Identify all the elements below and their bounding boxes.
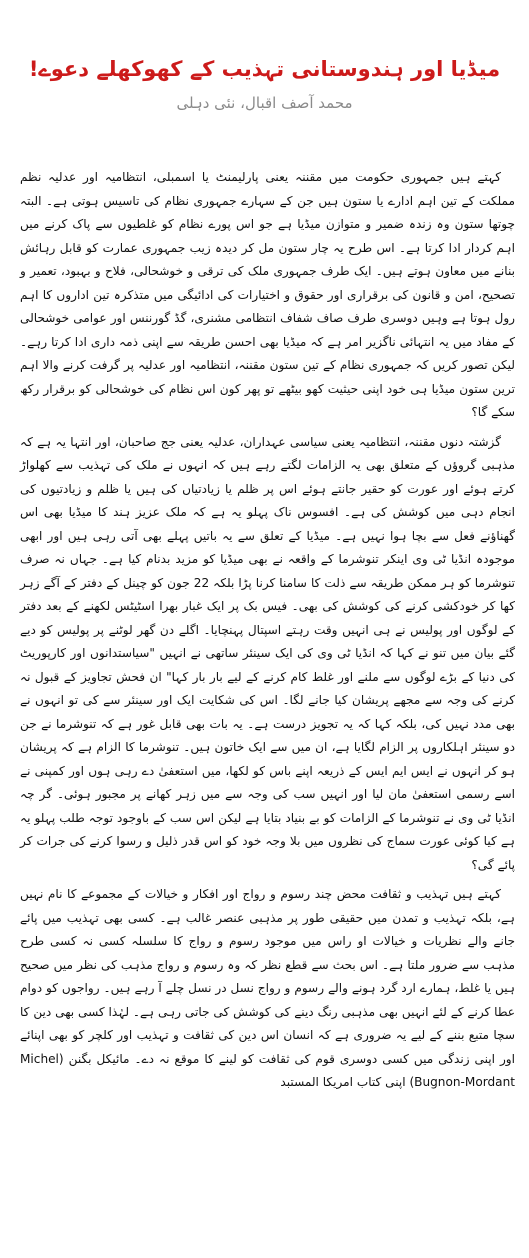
article-paragraph: کہتے ہیں جمہوری حکومت میں مقننہ یعنی پارلیمنٹ یا اسمبلی، انتظامیہ اور عدلیہ نظم مملکت کے تین اہم ادارے یا ستون ہیں جن کے سہارے جمہوری نظام کی تاسیس ہوتی ہے۔ البتہ چوتھا ستون وہ زندہ ضمیر و متوازن میڈیا ہے جو اس پورے نظام کو غلطیوں سے پاک کرنے میں اہم کردار ادا کرتا ہے۔ اس طرح یہ چار ستون مل کر دیدہ زیب جمہوری عمارت کو قابل رہائش بنانے میں معاون ہوتے ہیں۔ ایک طرف جمہوری ملک کی ترقی و خوشحالی، فلاح و بہبود، تعمیر و تصحیح، امن و قانون کی برقراری اور حقوق و اختیارات کی ادائیگی میں متذکرہ تین اداروں کا اہم رول ہوتا ہے وہیں دوسری طرف صاف شفاف انتظامی مشنری، گڈ گورننس اور عوامی خوشحالی کے مفاد میں یہ انتہائی ناگزیر امر ہے کہ میڈیا بھی احسن طریقہ سے اپنی ذمہ داری ادا کرتا رہے۔ لیکن تصور کریں کہ جمہوری نظام کے تین ستون مقننہ، انتظامیہ اور عدلیہ پر گرفت کرنے والا اہم ترین ستون میڈیا ہی خود اپنی حیثیت کھو بیٹھے تو پھر کون اس نظام کی خوشحالی کو برقرار رکھ سکے گا؟	[20, 170, 515, 419]
article-body	[20, 166, 515, 1101]
article-paragraph: کہتے ہیں تہذیب و ثقافت محض چند رسوم و رواج اور افکار و خیالات کے مجموعے کا نام نہیں ہے، بلکہ تہذیب و تمدن میں حقیقی طور پر مذہبی عنصر غالب ہے۔ کسی بھی تہذیب میں پائے جانے والے نظریات و خیالات او راس میں موجود رسوم و رواج کا سلسلہ کسی نہ کسی طرح مذہب سے ضرور ملتا ہے۔ اس بحث سے قطع نظر کہ وہ رسوم و رواج مذہب کی نظر میں صحیح ہیں یا غلط، ہمارے ارد گرد ہونے والے رسوم و رواج نسل در نسل چلے آ رہے ہیں۔ رواجوں کو دوام عطا کرنے کے لئے انہیں بھی مذہبی رنگ دینے کی کوشش کی جاتی رہی ہے۔ لہٰذا کسی بھی دین کا سچا متبع بننے کے لیے یہ ضروری ہے کہ انسان اس دین کی ثقافت و تہذیب اور کلچر کو بھی اپنائے اور اپنی زندگی میں کسی دوسری قوم کی ثقافت کو لینے کا موقع نہ دے۔ مائیکل بگنن (Michel Bugnon-Mordant) اپنی کتاب امریکا المستبد	[20, 887, 515, 1089]
article-paragraph: گزشتہ دنوں مقننہ، انتظامیہ یعنی سیاسی عہداران، عدلیہ یعنی جج صاحبان، اور انتہا یہ ہے کہ مذہبی گروؤں کے متعلق بھی یہ الزامات لگتے رہے ہیں کہ انہوں نے ملک کی تہذیب سے کھلواڑ کرتے ہوئے اور عورت کو حقیر جانتے ہوئے اس پر ظلم یا زیادتیاں کی ہیں یا ظلم و زیادتیوں کی انجام دہی میں کوشش کی ہے۔ افسوس ناک پہلو یہ ہے کہ ملک عزیز ہند کا میڈیا بھی اس گھناؤنے فعل سے بچا ہوا نہیں ہے۔ میڈیا کے تعلق سے یہ باتیں پہلے بھی آتی رہی ہیں اور ابھی موجودہ انڈیا ٹی وی اینکر تنوشرما کے واقعہ نے بھی میڈیا کو مزید بدنام کیا ہے۔ جہاں نہ صرف تنوشرما کو ہر ممکن طریقہ سے ذلت کا سامنا کرنا پڑا بلکہ 22 جون کو چینل کے دفتر کے آگے زہر کھا کر خودکشی کرنے کی کوشش کی بھی۔ فیس بک پر ایک غبار بھرا اسٹیٹس لکھنے کے بعد دفتر کے لوگوں اور پولیس نے ہی انہیں وقت رہتے اسپتال پہنچایا۔ اگلے دن گھر لوٹنے پر پولیس کو دیے گئے بیان میں تنو نے کہا کہ انڈیا ٹی وی کی ایک سینئر ساتھی نے انہیں "سیاستدانوں اور کارپوریٹ کی دنیا کے بڑے لوگوں سے ملنے اور غلط کام کرنے کے لیے بار بار کہا" ان فحش تجاویز کے قبول نہ کرنے کی وجہ سے مجھے پریشان کیا جانے لگا۔ اس کی شکایت ایک اور سینئر سے کی تو انہوں نے بھی مدد نہیں کی، بلکہ کہا کہ یہ تجویز درست ہے۔ یہ بات بھی قابل غور ہے کہ تنوشرما نے جن دو سینئر اہلکاروں پر الزام لگایا ہے، ان میں سے ایک خاتون ہیں۔ تنوشرما کا الزام ہے کہ پریشان ہو کر انہوں نے ایس ایم ایس کے ذریعہ اپنے باس کو لکھا، میں استعفیٰ دے رہی ہوں اور کمپنی نے اسے رسمی استعفیٰ مان لیا اور انہیں سب کی وجہ سے میں زہر کھانے پر مجبور ہوئی۔ گر چہ انڈیا ٹی وی نے تنوشرما کے الزامات کو بے بنیاد بتایا ہے لیکن اس سب کے باوجود توجہ طلب پہلو یہ ہے کیا کوئی عورت سماج کی نظروں میں بلا وجہ خود کو اس قدر ذلیل و رسوا کرنے کی جرات کر پائے گی؟	[20, 434, 515, 872]
article-byline: محمد آصف اقبال، نئی دہلی	[176, 94, 353, 112]
article-title: میڈیا اور ہندوستانی تہذیب کے کھوکھلے دعوے!	[28, 57, 501, 81]
